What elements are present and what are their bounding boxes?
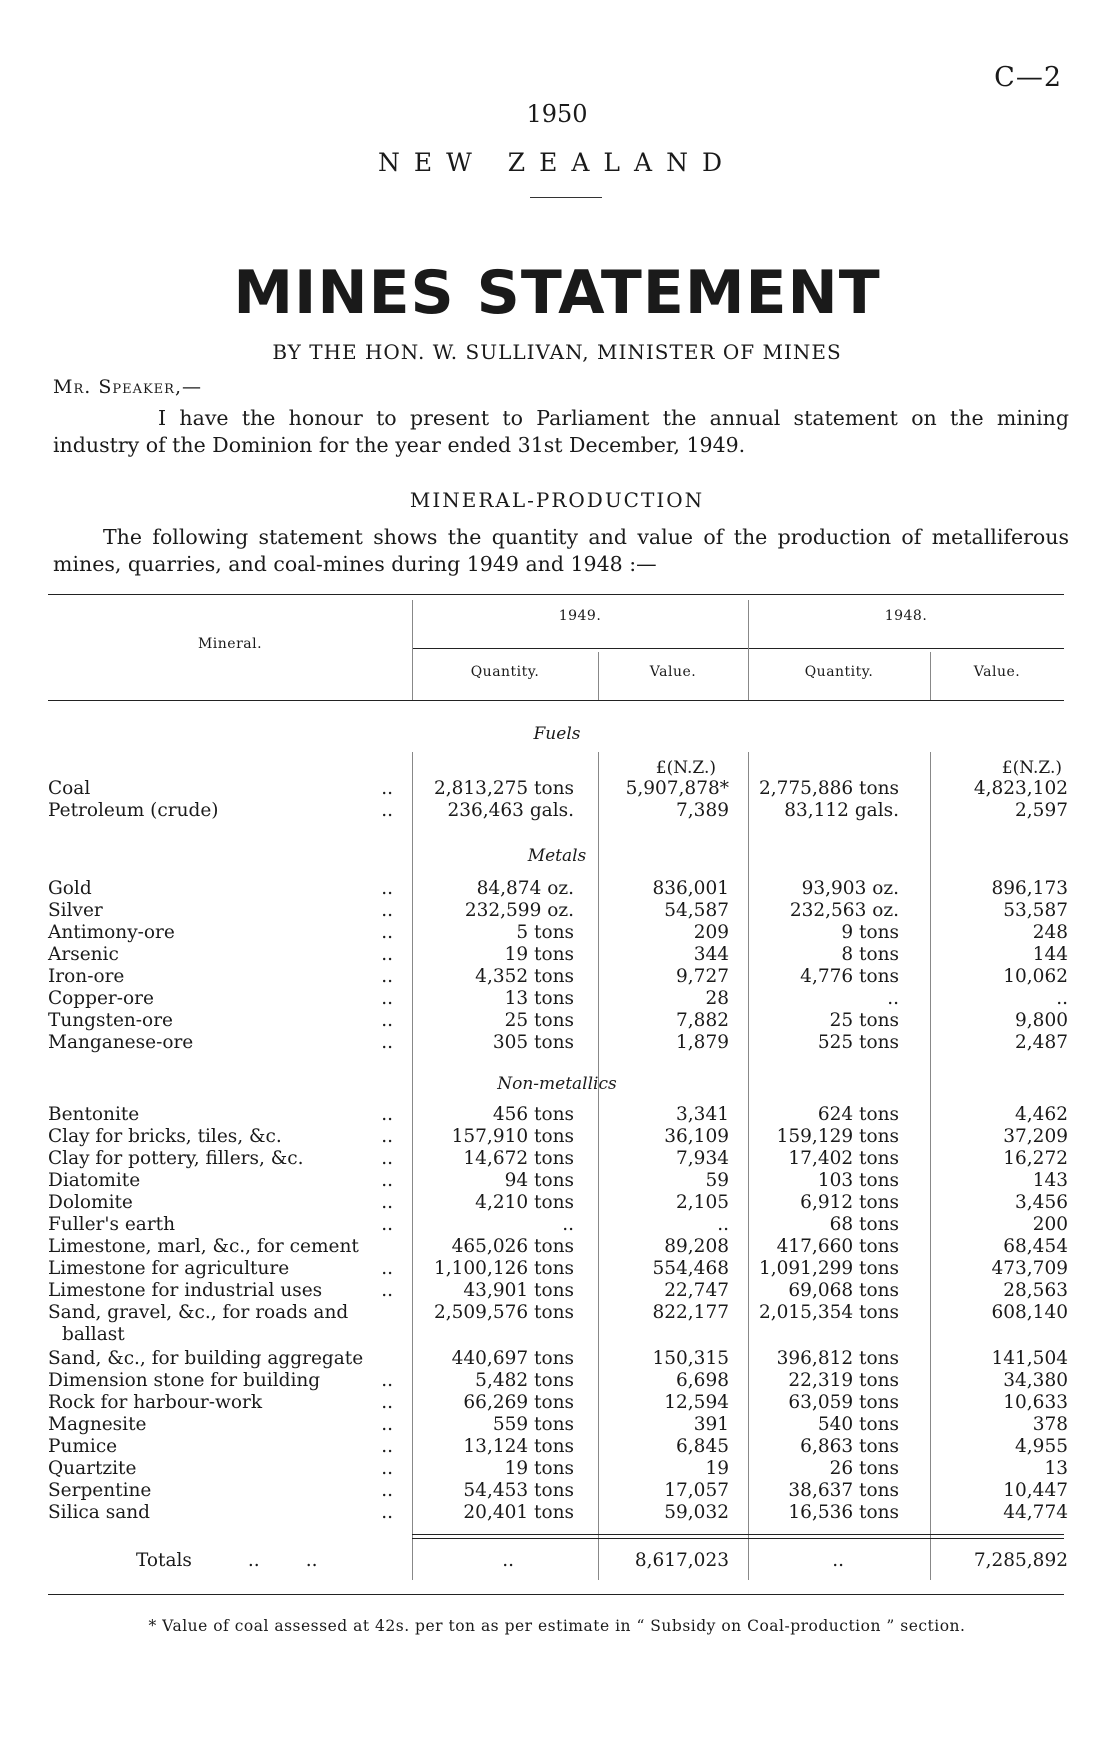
quantity-1948: 159,129 tons [776, 1126, 899, 1147]
totals-label: Totals .. .. [136, 1550, 318, 1571]
quantity-1949: .. [562, 1214, 574, 1235]
value-1949: 822,177 [652, 1302, 729, 1323]
value-1949: 3,341 [676, 1104, 729, 1125]
quantity-1949: 13,124 tons [463, 1436, 574, 1457]
quantity-1948-header: Quantity. [804, 664, 874, 680]
quantity-1948: 624 tons [817, 1104, 899, 1125]
mineral-name: Sand, gravel, &c., for roads and [48, 1302, 349, 1323]
quantity-1949: 465,026 tons [451, 1236, 574, 1257]
quantity-1948: 6,912 tons [800, 1192, 899, 1213]
quantity-1948: 4,776 tons [800, 966, 899, 987]
mineral-name: Copper-ore .. [48, 988, 393, 1009]
mineral-name: Bentonite .. [48, 1104, 393, 1125]
value-1948: 44,774 [1003, 1502, 1068, 1523]
page-code: C—2 [994, 62, 1062, 93]
quantity-1948: 9 tons [841, 922, 899, 943]
quantity-1948: 2,015,354 tons [758, 1302, 899, 1323]
total-value-1948: 7,285,892 [973, 1550, 1068, 1571]
table-top-rule [48, 594, 1064, 595]
value-1949: 54,587 [664, 900, 729, 921]
value-1948: 4,955 [1015, 1436, 1068, 1457]
quantity-1948: 103 tons [817, 1170, 899, 1191]
quantity-1949: 43,901 tons [463, 1280, 574, 1301]
value-1948: 53,587 [1003, 900, 1068, 921]
mineral-name: Dimension stone for building .. [48, 1370, 393, 1391]
quantity-1949: 94 tons [504, 1170, 574, 1191]
value-1949: 17,057 [664, 1480, 729, 1501]
quantity-1948: 396,812 tons [776, 1348, 899, 1369]
value-1948: 4,462 [1015, 1104, 1068, 1125]
value-1948: 248 [1032, 922, 1068, 943]
quantity-1949: 20,401 tons [463, 1502, 574, 1523]
value-1948: 473,709 [991, 1258, 1068, 1279]
body-divider-1 [412, 752, 413, 1580]
header-bottom-rule [48, 700, 1064, 701]
value-1949: 7,389 [676, 800, 729, 821]
quantity-1949: 456 tons [492, 1104, 574, 1125]
footnote: * Value of coal assessed at 42s. per ton as per estimate in “ Subsidy on Coal-production ” section. [148, 1617, 966, 1635]
value-1949: 36,109 [664, 1126, 729, 1147]
value-1948: 9,800 [1015, 1010, 1068, 1031]
mineral-name: Quartzite .. [48, 1458, 393, 1479]
document-year: 1950 [526, 100, 588, 128]
value-1949: 150,315 [652, 1348, 729, 1369]
value-1948: 2,487 [1015, 1032, 1068, 1053]
value-1949: 7,934 [676, 1148, 729, 1169]
mineral-name: Petroleum (crude) .. [48, 800, 393, 821]
value-1949: .. [717, 1214, 729, 1235]
value-1949: 5,907,878* [625, 778, 729, 799]
mineral-name: Clay for bricks, tiles, &c. .. [48, 1126, 393, 1147]
header-divider [530, 197, 602, 198]
table-bottom-rule [48, 1594, 1064, 1595]
quantity-1949: 440,697 tons [451, 1348, 574, 1369]
mineral-name: Clay for pottery, fillers, &c. .. [48, 1148, 393, 1169]
value-1949: 344 [693, 944, 729, 965]
value-1949: 12,594 [664, 1392, 729, 1413]
quantity-1949: 19 tons [504, 944, 574, 965]
quantity-1948: 417,660 tons [776, 1236, 899, 1257]
quantity-1949: 4,210 tons [475, 1192, 574, 1213]
quantity-1949: 14,672 tons [463, 1148, 574, 1169]
mineral-name: Dolomite .. [48, 1192, 393, 1213]
quantity-1949: 66,269 tons [463, 1392, 574, 1413]
quantity-1948: 38,637 tons [788, 1480, 899, 1501]
quantity-1949: 4,352 tons [475, 966, 574, 987]
year-1948-header: 1948. [884, 608, 928, 624]
value-1948: 144 [1032, 944, 1068, 965]
mineral-name: Coal .. [48, 778, 393, 799]
value-1949: 19 [705, 1458, 729, 1479]
totals-top-rule-2 [412, 1538, 1064, 1539]
value-1948: 37,209 [1003, 1126, 1068, 1147]
value-1949: 554,468 [652, 1258, 729, 1279]
quantity-1949: 25 tons [504, 1010, 574, 1031]
mineral-name-continuation: ballast [62, 1324, 125, 1345]
quantity-1948: 1,091,299 tons [758, 1258, 899, 1279]
value-1948: 34,380 [1003, 1370, 1068, 1391]
value-1949: 22,747 [664, 1280, 729, 1301]
header-mid-rule [412, 648, 1064, 649]
section-title: MINERAL-PRODUCTION [409, 488, 705, 512]
year-1949-header: 1949. [558, 608, 602, 624]
value-1949: 6,698 [676, 1370, 729, 1391]
quantity-1949: 559 tons [492, 1414, 574, 1435]
quantity-1948: 540 tons [817, 1414, 899, 1435]
quantity-1948: 22,319 tons [788, 1370, 899, 1391]
value-1948: 3,456 [1015, 1192, 1068, 1213]
value-1949: 9,727 [676, 966, 729, 987]
quantity-1949: 236,463 gals. [447, 800, 574, 821]
mineral-name: Tungsten-ore .. [48, 1010, 393, 1031]
quantity-1948: 232,563 oz. [789, 900, 899, 921]
total-value-1949: 8,617,023 [634, 1550, 729, 1571]
quantity-1948: 83,112 gals. [784, 800, 899, 821]
currency-unit-1948: £(N.Z.) [1001, 758, 1062, 778]
mineral-name: Limestone, marl, &c., for cement [48, 1236, 359, 1257]
quantity-1949: 1,100,126 tons [433, 1258, 574, 1279]
value-1948: 10,447 [1003, 1480, 1068, 1501]
category-fuels: Fuels [533, 724, 581, 744]
mineral-name: Limestone for industrial uses .. [48, 1280, 393, 1301]
value-1949: 89,208 [664, 1236, 729, 1257]
value-1948: 16,272 [1003, 1148, 1068, 1169]
value-1949: 7,882 [676, 1010, 729, 1031]
body-divider-3 [748, 752, 749, 1580]
value-1948: 4,823,102 [973, 778, 1068, 799]
mineral-header: Mineral. [197, 636, 263, 652]
quantity-1949: 54,453 tons [463, 1480, 574, 1501]
value-1948: 2,597 [1015, 800, 1068, 821]
value-1949: 59 [705, 1170, 729, 1191]
value-1949-header: Value. [649, 664, 697, 680]
mineral-name: Silver .. [48, 900, 393, 921]
mineral-name: Sand, &c., for building aggregate [48, 1348, 364, 1369]
value-1949: 59,032 [664, 1502, 729, 1523]
value-1949: 209 [693, 922, 729, 943]
mineral-name: Manganese-ore .. [48, 1032, 393, 1053]
mineral-name: Serpentine .. [48, 1480, 393, 1501]
value-1949: 836,001 [652, 878, 729, 899]
mineral-name: Limestone for agriculture .. [48, 1258, 393, 1279]
value-1948: 378 [1032, 1414, 1068, 1435]
mineral-name: Fuller's earth .. [48, 1214, 393, 1235]
mineral-name: Iron-ore .. [48, 966, 393, 987]
value-1949: 2,105 [676, 1192, 729, 1213]
country-heading: NEW ZEALAND [377, 148, 737, 177]
category-non-metallics: Non-metallics [497, 1074, 617, 1094]
value-1949: 6,845 [676, 1436, 729, 1457]
mineral-name: Silica sand .. [48, 1502, 393, 1523]
total-quantity-1948: .. [832, 1550, 844, 1571]
quantity-1949: 305 tons [492, 1032, 574, 1053]
quantity-1949: 13 tons [504, 988, 574, 1009]
salutation: Mr. Speaker,— [53, 376, 202, 398]
quantity-1948: 93,903 oz. [801, 878, 899, 899]
quantity-1949: 2,509,576 tons [433, 1302, 574, 1323]
body-divider-2 [598, 752, 599, 1580]
quantity-1949: 157,910 tons [451, 1126, 574, 1147]
document-title: MINES STATEMENT [233, 258, 881, 328]
mineral-name: Pumice .. [48, 1436, 393, 1457]
quantity-1949: 5 tons [516, 922, 574, 943]
section-paragraph: The following statement shows the quantity and value of the production of metalliferous mines, quarries, and coal-mines during 1949 and 1948 :— [53, 525, 1069, 576]
quantity-1949: 5,482 tons [475, 1370, 574, 1391]
quantity-1948: 17,402 tons [788, 1148, 899, 1169]
quantity-1949: 84,874 oz. [476, 878, 574, 899]
total-quantity-1949: .. [502, 1550, 514, 1571]
quantity-1948: 16,536 tons [788, 1502, 899, 1523]
quantity-1948: 68 tons [829, 1214, 899, 1235]
body-divider-4 [930, 752, 931, 1580]
quantity-1949: 232,599 oz. [464, 900, 574, 921]
byline: BY THE HON. W. SULLIVAN, MINISTER OF MINES [272, 340, 842, 364]
value-1949: 1,879 [676, 1032, 729, 1053]
value-1948: 608,140 [991, 1302, 1068, 1323]
value-1948: .. [1056, 988, 1068, 1009]
quantity-1948: .. [887, 988, 899, 1009]
mineral-name: Antimony-ore .. [48, 922, 393, 943]
quantity-1948: 2,775,886 tons [758, 778, 899, 799]
mineral-name: Arsenic .. [48, 944, 393, 965]
value-1948: 28,563 [1003, 1280, 1068, 1301]
totals-top-rule [412, 1534, 1064, 1535]
value-1948: 896,173 [991, 878, 1068, 899]
intro-paragraph: I have the honour to present to Parliament the annual statement on the mining industry of the Dominion for the year ended 31st December, 1949. [53, 406, 1069, 457]
quantity-1949: 19 tons [504, 1458, 574, 1479]
value-1948: 141,504 [991, 1348, 1068, 1369]
category-metals: Metals [527, 846, 587, 866]
value-1948: 200 [1032, 1214, 1068, 1235]
value-1949: 28 [705, 988, 729, 1009]
mineral-name: Gold .. [48, 878, 393, 899]
value-1948: 13 [1044, 1458, 1068, 1479]
quantity-1948: 26 tons [829, 1458, 899, 1479]
quantity-1949: 2,813,275 tons [433, 778, 574, 799]
quantity-1948: 63,059 tons [788, 1392, 899, 1413]
value-1948: 143 [1032, 1170, 1068, 1191]
value-1948-header: Value. [973, 664, 1021, 680]
quantity-1949-header: Quantity. [470, 664, 540, 680]
value-1948: 10,062 [1003, 966, 1068, 987]
quantity-1948: 8 tons [841, 944, 899, 965]
value-1949: 391 [693, 1414, 729, 1435]
mineral-name: Rock for harbour-work .. [48, 1392, 393, 1413]
quantity-1948: 25 tons [829, 1010, 899, 1031]
mineral-name: Magnesite .. [48, 1414, 393, 1435]
currency-unit-1949: £(N.Z.) [655, 758, 716, 778]
value-1948: 10,633 [1003, 1392, 1068, 1413]
quantity-1948: 69,068 tons [788, 1280, 899, 1301]
quantity-1948: 525 tons [817, 1032, 899, 1053]
quantity-1948: 6,863 tons [800, 1436, 899, 1457]
value-1948: 68,454 [1003, 1236, 1068, 1257]
mineral-name: Diatomite .. [48, 1170, 393, 1191]
